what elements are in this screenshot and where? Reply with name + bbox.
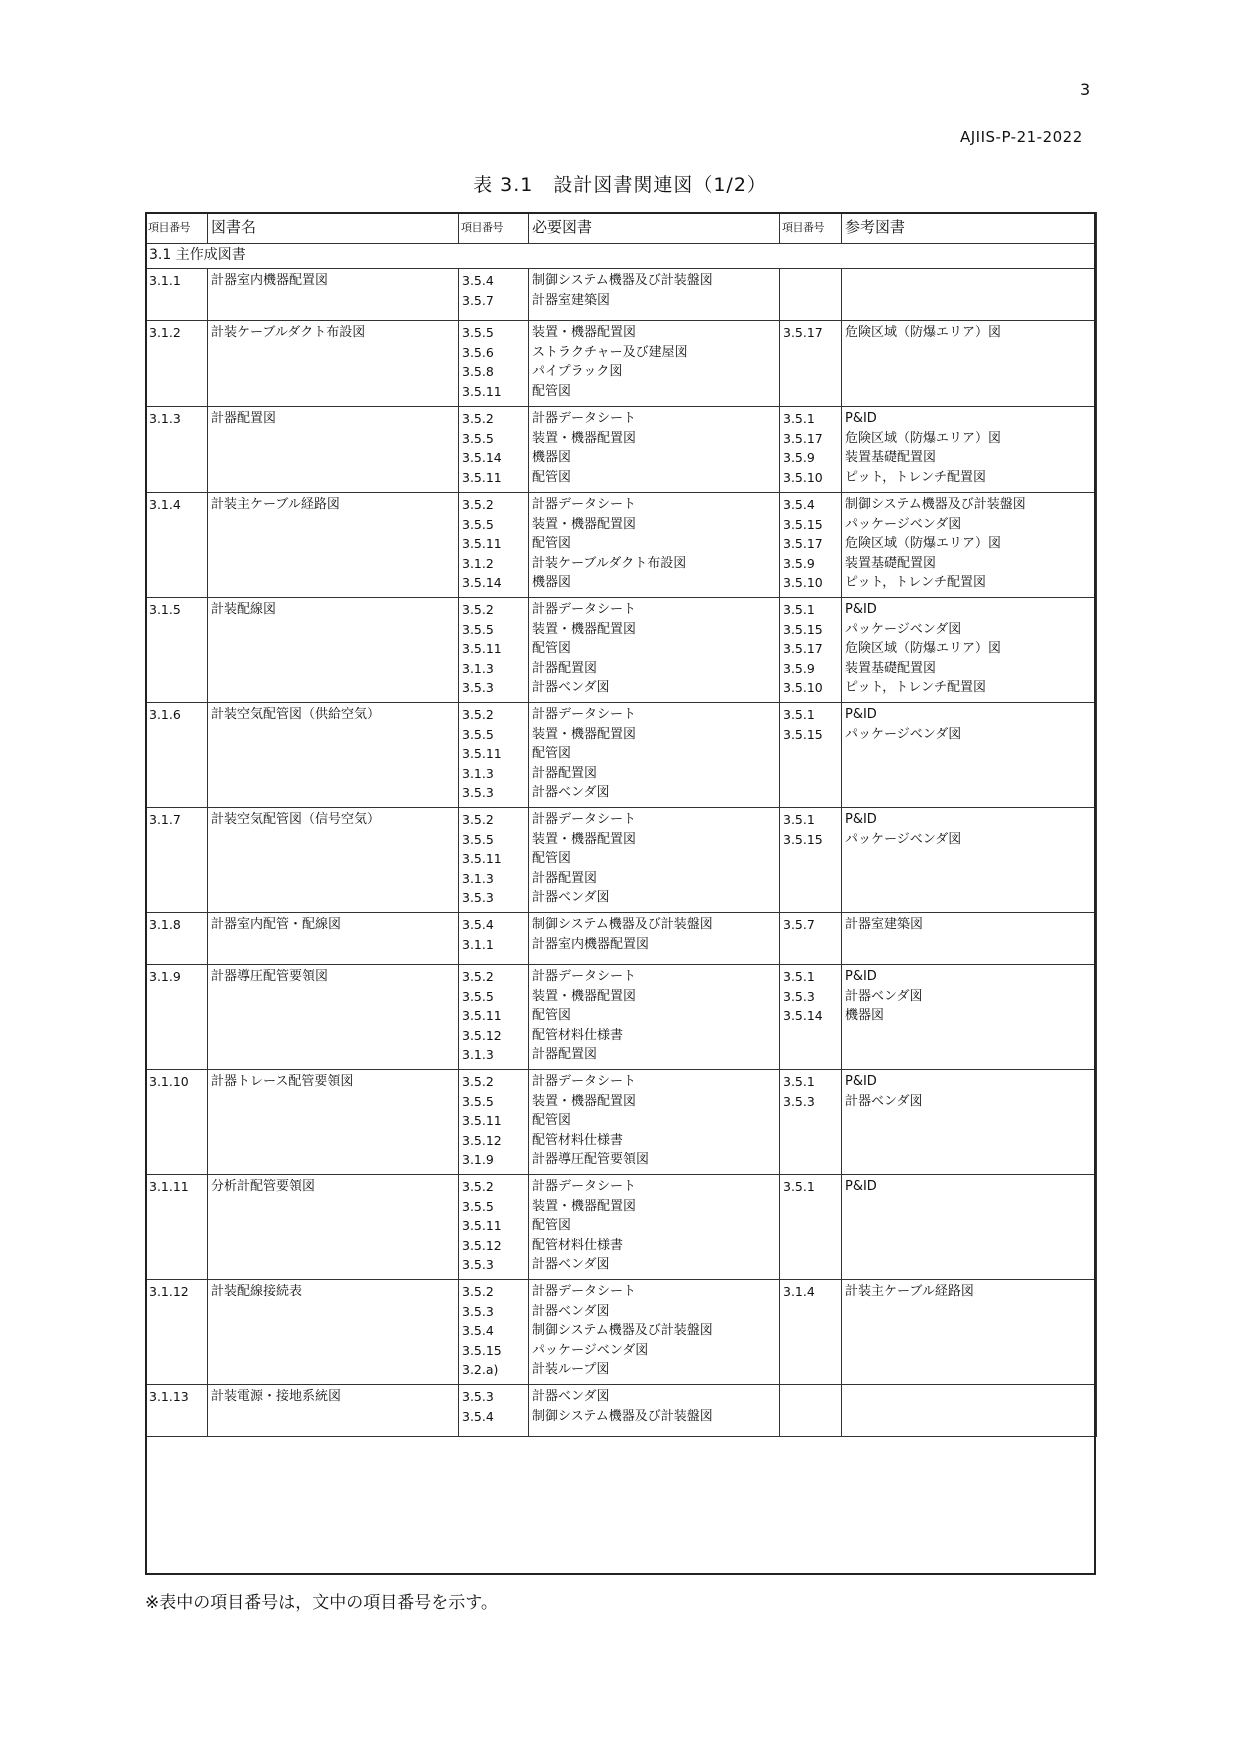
required-documents-line: 配管材料仕様書 — [532, 1237, 624, 1253]
required-documents — [529, 965, 780, 1070]
reference-documents — [842, 598, 1097, 703]
item-number: 3.1.9 — [146, 965, 208, 1070]
required-documents-line: 装置・機器配置図 — [532, 516, 637, 532]
item-number: 3.1.11 — [146, 1175, 208, 1280]
reference-documents — [842, 1070, 1097, 1175]
required-documents-line: 配管図 — [532, 641, 572, 656]
reference-documents — [842, 913, 1097, 965]
reference-item-numbers — [780, 1175, 842, 1280]
required-documents-line: 配管図 — [532, 1113, 572, 1128]
reference-item-numbers-line: 3.5.1 — [783, 969, 815, 984]
drawing-name: 分析計配管要領図 — [208, 1175, 459, 1280]
reference-documents-line: 計器ベンダ図 — [845, 1093, 923, 1109]
required-documents-line: 配管図 — [532, 746, 572, 761]
reference-documents-line: 装置基礎配置図 — [845, 450, 937, 465]
required-item-numbers-line: 3.1.3 — [462, 870, 494, 886]
required-item-numbers-line: 3.5.2 — [462, 1074, 494, 1089]
required-item-numbers — [459, 808, 529, 913]
required-documents — [529, 1385, 780, 1437]
required-documents-line: 制御システム機器及び計装盤図 — [532, 1323, 713, 1338]
reference-documents-line: 危険区域（防爆エリア）図 — [845, 325, 1002, 340]
required-item-numbers-line: 3.5.11 — [462, 746, 502, 761]
required-documents-line: 配管図 — [532, 1218, 572, 1233]
required-documents-line: 配管材料仕様書 — [532, 1132, 624, 1148]
required-item-numbers-line: 3.5.4 — [462, 1323, 494, 1338]
drawing-name: 計装電源・接地系統図 — [208, 1385, 459, 1437]
required-item-numbers — [459, 493, 529, 598]
required-item-numbers-line: 3.5.2 — [462, 411, 494, 426]
required-item-numbers-line: 3.5.2 — [462, 969, 494, 984]
reference-item-numbers-line: 3.5.17 — [783, 641, 823, 656]
required-item-numbers — [459, 1385, 529, 1437]
required-documents-line: 計器データシート — [532, 969, 637, 984]
reference-item-numbers — [780, 703, 842, 808]
reference-item-numbers-line: 3.5.3 — [783, 988, 815, 1004]
required-documents — [529, 598, 780, 703]
required-documents-line: 計器データシート — [532, 1179, 637, 1194]
drawing-name: 計装空気配管図（信号空気） — [208, 808, 459, 913]
section-label: 3.1 主作成図書 — [146, 244, 1097, 269]
reference-item-numbers-line: 3.5.9 — [783, 660, 815, 676]
reference-item-numbers — [780, 1280, 842, 1385]
required-item-numbers-line: 3.1.1 — [462, 936, 494, 952]
reference-documents-line: 制御システム機器及び計装盤図 — [845, 497, 1026, 512]
table-row — [146, 965, 1097, 1070]
required-documents-line: 計器データシート — [532, 707, 637, 722]
table-row — [146, 407, 1097, 493]
table-title: 表 3.1 設計図書関連図（1/2） — [473, 174, 767, 196]
required-documents — [529, 493, 780, 598]
item-number: 3.1.2 — [146, 321, 208, 407]
required-item-numbers — [459, 965, 529, 1070]
drawing-name: 計装空気配管図（供給空気） — [208, 703, 459, 808]
table-row — [146, 1280, 1097, 1385]
reference-item-numbers — [780, 965, 842, 1070]
required-item-numbers-line: 3.5.11 — [462, 1008, 502, 1023]
reference-item-numbers-line: 3.5.7 — [783, 917, 815, 932]
item-number: 3.1.12 — [146, 1280, 208, 1385]
reference-documents — [842, 1175, 1097, 1280]
reference-item-numbers-line: 3.5.1 — [783, 1074, 815, 1089]
reference-documents — [842, 321, 1097, 407]
reference-documents-line: P&ID — [845, 812, 877, 827]
required-item-numbers-line: 3.1.9 — [462, 1152, 494, 1167]
drawing-name: 計装配線接続表 — [208, 1280, 459, 1385]
required-documents — [529, 269, 780, 321]
reference-item-numbers-line: 3.5.1 — [783, 812, 815, 827]
required-item-numbers-line: 3.5.15 — [462, 1342, 502, 1358]
header-required: 必要図書 — [529, 213, 780, 244]
table-row — [146, 269, 1097, 321]
required-documents-line: 装置・機器配置図 — [532, 831, 637, 847]
drawing-name: 計装ケーブルダクト布設図 — [208, 321, 459, 407]
item-number: 3.1.7 — [146, 808, 208, 913]
reference-documents — [842, 965, 1097, 1070]
reference-item-numbers-line: 3.5.4 — [783, 497, 815, 512]
required-item-numbers-line: 3.5.12 — [462, 1132, 502, 1148]
required-item-numbers-line: 3.5.8 — [462, 364, 494, 379]
required-documents-line: 計装ループ図 — [532, 1362, 610, 1377]
table-row — [146, 808, 1097, 913]
required-item-numbers-line: 3.5.12 — [462, 1237, 502, 1253]
required-documents-line: 機器図 — [532, 575, 572, 590]
required-item-numbers — [459, 269, 529, 321]
required-item-numbers-line: 3.5.3 — [462, 890, 494, 905]
reference-item-numbers — [780, 321, 842, 407]
required-documents-line: ストラクチャー及び建屋図 — [532, 344, 688, 360]
design-documents-table — [145, 212, 1097, 1437]
item-number: 3.1.3 — [146, 407, 208, 493]
required-documents — [529, 1175, 780, 1280]
reference-item-numbers-line: 3.1.4 — [783, 1284, 815, 1299]
required-item-numbers-line: 3.5.5 — [462, 726, 494, 742]
required-item-numbers-line: 3.5.4 — [462, 273, 494, 288]
item-number: 3.1.13 — [146, 1385, 208, 1437]
required-documents-line: 計器データシート — [532, 812, 637, 827]
reference-documents-line: パッケージベンダ図 — [845, 516, 962, 532]
reference-item-numbers-line: 3.5.3 — [783, 1093, 815, 1109]
reference-documents-line: 計装主ケーブル経路図 — [845, 1284, 974, 1299]
drawing-name: 計器室内機器配置図 — [208, 269, 459, 321]
required-documents — [529, 913, 780, 965]
required-documents-line: 計器データシート — [532, 1074, 637, 1089]
required-documents-line: 装置・機器配置図 — [532, 325, 637, 340]
reference-item-numbers-line: 3.5.17 — [783, 430, 823, 446]
required-documents-line: 計器室建築図 — [532, 292, 611, 308]
required-documents-line: 計器ベンダ図 — [532, 1303, 610, 1319]
required-item-numbers — [459, 598, 529, 703]
required-item-numbers-line: 3.2.a) — [462, 1362, 499, 1377]
header-item-no: 項目番号 — [146, 213, 208, 244]
required-item-numbers-line: 3.5.2 — [462, 812, 494, 827]
reference-item-numbers-line: 3.5.9 — [783, 450, 815, 465]
drawing-name: 計器配置図 — [208, 407, 459, 493]
reference-documents — [842, 1280, 1097, 1385]
reference-documents-line: 計器室建築図 — [845, 917, 924, 932]
required-documents-line: 計器ベンダ図 — [532, 680, 610, 695]
table-row — [146, 1175, 1097, 1280]
table-header-row — [146, 213, 1097, 244]
reference-item-numbers — [780, 493, 842, 598]
required-documents-line: 計器配置図 — [532, 660, 598, 676]
section-row — [146, 244, 1097, 269]
reference-documents-line: 計器ベンダ図 — [845, 988, 923, 1004]
required-documents-line: 計器室内機器配置図 — [532, 936, 650, 952]
reference-documents-line: 危険区域（防爆エリア）図 — [845, 641, 1002, 656]
reference-item-numbers-line: 3.5.1 — [783, 602, 815, 617]
reference-item-numbers-line: 3.5.17 — [783, 325, 823, 340]
document-code: AJIIS-P-21-2022 — [960, 128, 1083, 146]
required-item-numbers-line: 3.5.2 — [462, 707, 494, 722]
reference-documents — [842, 407, 1097, 493]
reference-documents — [842, 493, 1097, 598]
reference-documents-line: ピット，トレンチ配置図 — [845, 469, 986, 485]
required-item-numbers-line: 3.5.2 — [462, 1284, 494, 1299]
reference-item-numbers — [780, 808, 842, 913]
required-documents — [529, 703, 780, 808]
reference-item-numbers — [780, 1070, 842, 1175]
required-item-numbers-line: 3.5.12 — [462, 1027, 502, 1043]
reference-documents-line: P&ID — [845, 707, 877, 722]
required-item-numbers-line: 3.5.5 — [462, 621, 494, 637]
required-item-numbers-line: 3.5.11 — [462, 851, 502, 866]
reference-item-numbers — [780, 1385, 842, 1437]
required-documents-line: 制御システム機器及び計装盤図 — [532, 1408, 713, 1424]
required-item-numbers-line: 3.5.2 — [462, 1179, 494, 1194]
required-documents — [529, 407, 780, 493]
item-number: 3.1.10 — [146, 1070, 208, 1175]
table-row — [146, 913, 1097, 965]
required-documents-line: 計器データシート — [532, 1284, 637, 1299]
required-documents-line: 計器データシート — [532, 602, 637, 617]
required-item-numbers-line: 3.5.3 — [462, 1303, 494, 1319]
required-item-numbers-line: 3.5.5 — [462, 430, 494, 446]
required-item-numbers — [459, 1280, 529, 1385]
required-documents — [529, 1070, 780, 1175]
reference-item-numbers-line: 3.5.1 — [783, 411, 815, 426]
required-documents-line: 計器ベンダ図 — [532, 1389, 610, 1404]
required-item-numbers-line: 3.1.2 — [462, 555, 494, 571]
required-documents — [529, 321, 780, 407]
required-documents-line: 計装ケーブルダクト布設図 — [532, 555, 687, 571]
footnote: ※表中の項目番号は，文中の項目番号を示す。 — [145, 1593, 498, 1613]
item-number: 3.1.1 — [146, 269, 208, 321]
required-documents-line: 装置・機器配置図 — [532, 430, 637, 446]
reference-item-numbers — [780, 269, 842, 321]
required-documents-line: 装置・機器配置図 — [532, 726, 637, 742]
header-reference-no: 項目番号 — [780, 213, 842, 244]
required-documents-line: 装置・機器配置図 — [532, 1198, 637, 1214]
required-item-numbers-line: 3.5.2 — [462, 602, 494, 617]
reference-item-numbers-line: 3.5.10 — [783, 469, 823, 485]
reference-documents-line: 装置基礎配置図 — [845, 555, 937, 571]
drawing-name: 計器室内配管・配線図 — [208, 913, 459, 965]
table-row — [146, 1385, 1097, 1437]
required-item-numbers — [459, 321, 529, 407]
reference-documents-line: 機器図 — [845, 1008, 885, 1023]
required-item-numbers-line: 3.5.4 — [462, 1408, 494, 1424]
reference-documents-line: P&ID — [845, 411, 877, 426]
required-item-numbers-line: 3.5.6 — [462, 344, 494, 360]
reference-documents — [842, 703, 1097, 808]
required-item-numbers-line: 3.5.2 — [462, 497, 494, 512]
table-row — [146, 321, 1097, 407]
required-documents-line: パイプラック図 — [532, 364, 623, 379]
required-documents-line: 計器ベンダ図 — [532, 890, 610, 905]
reference-documents — [842, 1385, 1097, 1437]
table-row — [146, 598, 1097, 703]
reference-documents-line: パッケージベンダ図 — [845, 621, 962, 637]
required-documents — [529, 808, 780, 913]
required-item-numbers — [459, 407, 529, 493]
reference-item-numbers-line: 3.5.10 — [783, 575, 823, 590]
drawing-name: 計装主ケーブル経路図 — [208, 493, 459, 598]
reference-item-numbers-line: 3.5.1 — [783, 1179, 815, 1194]
reference-item-numbers-line: 3.5.15 — [783, 516, 823, 532]
required-item-numbers-line: 3.5.5 — [462, 831, 494, 847]
reference-documents-line: P&ID — [845, 602, 877, 617]
required-documents-line: 装置・機器配置図 — [532, 1093, 637, 1109]
required-documents-line: 計器ベンダ図 — [532, 1257, 610, 1272]
reference-documents-line: パッケージベンダ図 — [845, 726, 962, 742]
required-item-numbers — [459, 703, 529, 808]
drawing-name: 計装配線図 — [208, 598, 459, 703]
required-item-numbers-line: 3.5.11 — [462, 1113, 502, 1128]
required-item-numbers-line: 3.5.3 — [462, 785, 494, 800]
required-documents-line: 機器図 — [532, 450, 572, 465]
required-item-numbers-line: 3.5.5 — [462, 325, 494, 340]
required-documents-line: 配管図 — [532, 1008, 572, 1023]
reference-documents — [842, 808, 1097, 913]
reference-documents — [842, 269, 1097, 321]
required-item-numbers-line: 3.5.7 — [462, 292, 494, 308]
reference-item-numbers-line: 3.5.15 — [783, 831, 823, 847]
table-row — [146, 493, 1097, 598]
required-documents-line: 計器配置図 — [532, 765, 598, 781]
required-documents-line: 配管図 — [532, 536, 572, 551]
reference-documents-line: 危険区域（防爆エリア）図 — [845, 430, 1002, 446]
required-documents-line: 配管図 — [532, 469, 572, 485]
required-item-numbers-line: 3.5.3 — [462, 680, 494, 695]
reference-item-numbers-line: 3.5.15 — [783, 726, 823, 742]
required-item-numbers — [459, 1070, 529, 1175]
required-item-numbers-line: 3.5.5 — [462, 516, 494, 532]
required-documents-line: 装置・機器配置図 — [532, 988, 637, 1004]
required-item-numbers-line: 3.5.11 — [462, 1218, 502, 1233]
required-documents-line: 計器導圧配管要領図 — [532, 1152, 650, 1167]
required-item-numbers-line: 3.5.14 — [462, 450, 502, 465]
required-item-numbers-line: 3.5.3 — [462, 1389, 494, 1404]
reference-item-numbers — [780, 598, 842, 703]
reference-item-numbers-line: 3.5.15 — [783, 621, 823, 637]
required-item-numbers-line: 3.5.4 — [462, 917, 494, 932]
required-documents-line: 装置・機器配置図 — [532, 621, 637, 637]
required-documents-line: 計器配置図 — [532, 1047, 598, 1062]
required-documents-line: 計器データシート — [532, 411, 637, 426]
reference-item-numbers-line: 3.5.1 — [783, 707, 815, 722]
required-documents-line: 計器データシート — [532, 497, 637, 512]
item-number: 3.1.8 — [146, 913, 208, 965]
item-number: 3.1.6 — [146, 703, 208, 808]
required-documents-line: 配管図 — [532, 383, 572, 399]
required-item-numbers-line: 3.1.3 — [462, 660, 494, 676]
drawing-name: 計器導圧配管要領図 — [208, 965, 459, 1070]
required-documents-line: 計器ベンダ図 — [532, 785, 610, 800]
required-documents-line: 制御システム機器及び計装盤図 — [532, 917, 713, 932]
reference-documents-line: P&ID — [845, 1074, 877, 1089]
header-drawing-name: 図書名 — [208, 213, 459, 244]
reference-documents-line: パッケージベンダ図 — [845, 831, 962, 847]
required-item-numbers-line: 3.1.3 — [462, 765, 494, 781]
reference-documents-line: ピット，トレンチ配置図 — [845, 680, 986, 695]
reference-documents-line: 危険区域（防爆エリア）図 — [845, 536, 1002, 551]
reference-item-numbers-line: 3.5.17 — [783, 536, 823, 551]
reference-item-numbers — [780, 913, 842, 965]
required-documents-line: パッケージベンダ図 — [532, 1342, 649, 1358]
reference-item-numbers-line: 3.5.14 — [783, 1008, 823, 1023]
required-item-numbers-line: 3.5.14 — [462, 575, 502, 590]
required-item-numbers-line: 3.5.11 — [462, 641, 502, 656]
item-number: 3.1.5 — [146, 598, 208, 703]
required-item-numbers — [459, 1175, 529, 1280]
required-documents — [529, 1280, 780, 1385]
required-item-numbers-line: 3.5.3 — [462, 1257, 494, 1272]
reference-documents-line: P&ID — [845, 969, 877, 984]
required-item-numbers — [459, 913, 529, 965]
header-reference: 参考図書 — [842, 213, 1097, 244]
reference-item-numbers-line: 3.5.10 — [783, 680, 823, 695]
required-item-numbers-line: 3.5.11 — [462, 536, 502, 551]
header-required-no: 項目番号 — [459, 213, 529, 244]
page-number: 3 — [1080, 80, 1091, 99]
required-item-numbers-line: 3.5.5 — [462, 1198, 494, 1214]
required-item-numbers-line: 3.1.3 — [462, 1047, 494, 1062]
reference-item-numbers-line: 3.5.9 — [783, 555, 815, 571]
reference-documents-line: ピット，トレンチ配置図 — [845, 575, 986, 590]
required-item-numbers-line: 3.5.5 — [462, 1093, 494, 1109]
reference-documents-line: P&ID — [845, 1179, 877, 1194]
required-item-numbers-line: 3.5.11 — [462, 383, 502, 399]
required-documents-line: 計器配置図 — [532, 870, 598, 886]
reference-item-numbers — [780, 407, 842, 493]
required-item-numbers-line: 3.5.11 — [462, 469, 502, 485]
required-item-numbers-line: 3.5.5 — [462, 988, 494, 1004]
table-row — [146, 1070, 1097, 1175]
required-documents-line: 配管材料仕様書 — [532, 1027, 624, 1043]
drawing-name: 計器トレース配管要領図 — [208, 1070, 459, 1175]
required-documents-line: 配管図 — [532, 851, 572, 866]
item-number: 3.1.4 — [146, 493, 208, 598]
reference-documents-line: 装置基礎配置図 — [845, 660, 937, 676]
table-row — [146, 703, 1097, 808]
required-documents-line: 制御システム機器及び計装盤図 — [532, 273, 713, 288]
